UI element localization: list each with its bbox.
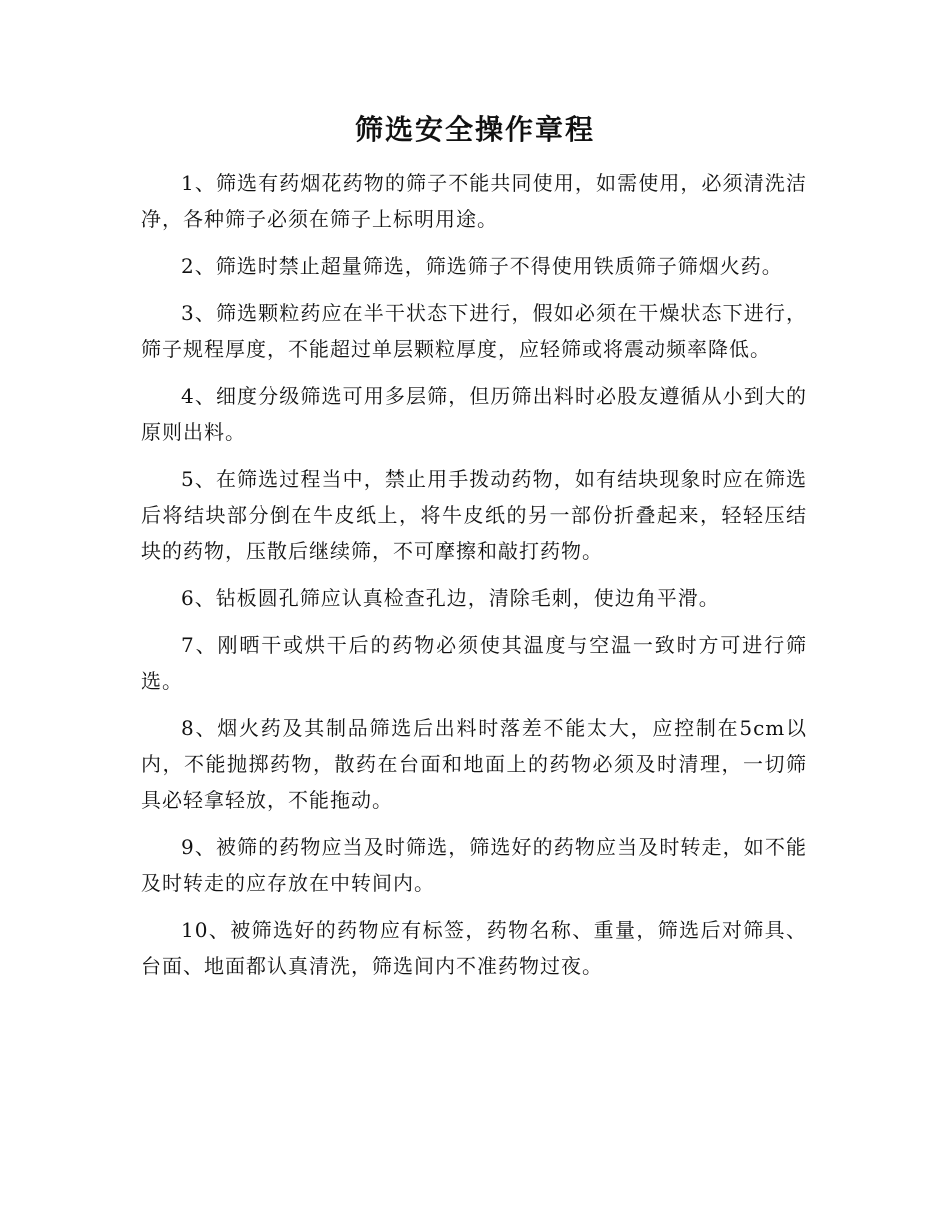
paragraph-5: 5、在筛选过程当中，禁止用手拨动药物，如有结块现象时应在筛选后将结块部分倒在牛皮纸上，将牛皮纸的另一部份折叠起来，轻轻压结块的药物，压散后继续筛，不可摩擦和敲打药物。 — [141, 467, 807, 563]
document-body — [141, 165, 807, 995]
paragraph-8: 8、烟火药及其制品筛选后出料时落差不能太大，应控制在5cm以内，不能抛掷药物，散药在台面和地面上的药物必须及时清理，一切筛具必轻拿轻放，不能拖动。 — [141, 716, 807, 812]
paragraph-9: 9、被筛的药物应当及时筛选，筛选好的药物应当及时转走，如不能及时转走的应存放在中转间内。 — [141, 835, 807, 895]
document-title: 筛选安全操作章程 — [354, 113, 595, 146]
paragraph-7: 7、刚晒干或烘干后的药物必须使其温度与空温一致时方可进行筛选。 — [141, 633, 807, 693]
paragraph-3: 3、筛选颗粒药应在半干状态下进行，假如必须在干燥状态下进行，筛子规程厚度，不能超过单层颗粒厚度，应轻筛或将震动频率降低。 — [141, 301, 807, 361]
paragraph-4: 4、细度分级筛选可用多层筛，但历筛出料时必股友遵循从小到大的原则出料。 — [141, 384, 807, 444]
paragraph-2: 2、筛选时禁止超量筛选，筛选筛子不得使用铁质筛子筛烟火药。 — [181, 254, 783, 278]
paragraph-10: 10、被筛选好的药物应有标签，药物名称、重量，筛选后对筛具、台面、地面都认真清洗，筛选间内不准药物过夜。 — [141, 918, 807, 978]
paragraph-1: 1、筛选有药烟花药物的筛子不能共同使用，如需使用，必须清洗洁净，各种筛子必须在筛子上标明用途。 — [141, 171, 807, 231]
paragraph-6: 6、钻板圆孔筛应认真检查孔边，清除毛刺，使边角平滑。 — [181, 586, 720, 610]
